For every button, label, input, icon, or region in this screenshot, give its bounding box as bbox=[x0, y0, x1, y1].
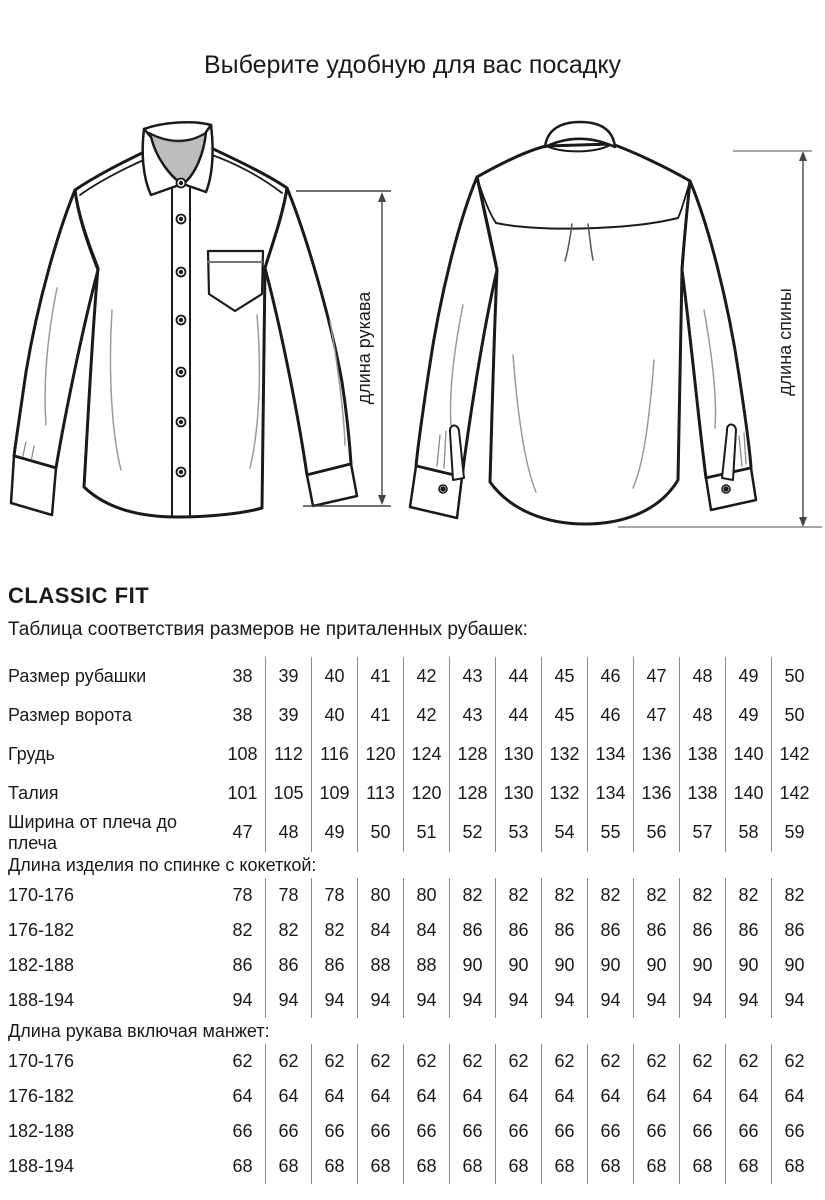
value-cell: 64 bbox=[679, 1079, 725, 1114]
value-cell: 66 bbox=[403, 1114, 449, 1149]
value-cell: 68 bbox=[771, 1149, 817, 1184]
value-cell: 64 bbox=[265, 1079, 311, 1114]
value-cell: 47 bbox=[633, 657, 679, 696]
group-heading: Длина рукава включая манжет: bbox=[8, 1020, 270, 1041]
value-cell: 68 bbox=[679, 1149, 725, 1184]
value-cell: 90 bbox=[725, 948, 771, 983]
value-cell: 66 bbox=[232, 1121, 253, 1141]
value-cell: 134 bbox=[587, 735, 633, 774]
value-cell: 49 bbox=[725, 696, 771, 735]
value-cell: 90 bbox=[679, 948, 725, 983]
table-row bbox=[8, 696, 817, 735]
back-length-label: длина спины bbox=[775, 288, 795, 396]
value-cell: 48 bbox=[679, 657, 725, 696]
row-label: Ширина от плеча до плеча bbox=[8, 811, 177, 853]
value-cell: 41 bbox=[357, 657, 403, 696]
row-label: 170-176 bbox=[8, 885, 75, 905]
value-cell: 132 bbox=[541, 735, 587, 774]
value-cell: 48 bbox=[679, 696, 725, 735]
value-cell: 58 bbox=[725, 813, 771, 852]
value-cell: 80 bbox=[357, 878, 403, 913]
shirt-diagram bbox=[0, 120, 825, 545]
value-cell: 86 bbox=[449, 913, 495, 948]
value-cell: 64 bbox=[357, 1079, 403, 1114]
table-row bbox=[8, 1114, 817, 1149]
value-cell: 39 bbox=[265, 696, 311, 735]
value-cell: 62 bbox=[357, 1044, 403, 1079]
value-cell: 62 bbox=[771, 1044, 817, 1079]
table-row bbox=[8, 813, 817, 852]
value-cell: 42 bbox=[403, 657, 449, 696]
value-cell: 84 bbox=[357, 913, 403, 948]
value-cell: 56 bbox=[633, 813, 679, 852]
value-cell: 64 bbox=[541, 1079, 587, 1114]
value-cell: 82 bbox=[633, 878, 679, 913]
value-cell: 138 bbox=[679, 735, 725, 774]
table-row bbox=[8, 878, 817, 913]
value-cell: 43 bbox=[449, 696, 495, 735]
value-cell: 82 bbox=[232, 920, 253, 940]
value-cell: 68 bbox=[265, 1149, 311, 1184]
value-cell: 62 bbox=[311, 1044, 357, 1079]
value-cell: 112 bbox=[265, 735, 311, 774]
value-cell: 62 bbox=[232, 1051, 253, 1071]
value-cell: 82 bbox=[265, 913, 311, 948]
value-cell: 38 bbox=[232, 666, 253, 686]
value-cell: 66 bbox=[771, 1114, 817, 1149]
value-cell: 68 bbox=[449, 1149, 495, 1184]
value-cell: 64 bbox=[587, 1079, 633, 1114]
value-cell: 62 bbox=[449, 1044, 495, 1079]
value-cell: 78 bbox=[232, 885, 253, 905]
value-cell: 68 bbox=[587, 1149, 633, 1184]
fit-heading: CLASSIC FIT bbox=[8, 583, 150, 608]
row-label: Грудь bbox=[8, 744, 55, 764]
value-cell: 78 bbox=[311, 878, 357, 913]
value-cell: 94 bbox=[403, 983, 449, 1018]
value-cell: 130 bbox=[495, 735, 541, 774]
value-cell: 62 bbox=[495, 1044, 541, 1079]
value-cell: 109 bbox=[311, 774, 357, 813]
table-row bbox=[8, 774, 817, 813]
value-cell: 128 bbox=[449, 735, 495, 774]
shirt-back-drawing bbox=[410, 122, 756, 524]
value-cell: 80 bbox=[403, 878, 449, 913]
value-cell: 66 bbox=[311, 1114, 357, 1149]
value-cell: 142 bbox=[771, 735, 817, 774]
value-cell: 68 bbox=[232, 1156, 253, 1176]
value-cell: 82 bbox=[541, 878, 587, 913]
value-cell: 68 bbox=[725, 1149, 771, 1184]
value-cell: 68 bbox=[495, 1149, 541, 1184]
value-cell: 82 bbox=[771, 878, 817, 913]
value-cell: 62 bbox=[587, 1044, 633, 1079]
value-cell: 88 bbox=[403, 948, 449, 983]
value-cell: 66 bbox=[541, 1114, 587, 1149]
value-cell: 64 bbox=[725, 1079, 771, 1114]
table-row bbox=[8, 948, 817, 983]
shirt-front-drawing bbox=[11, 122, 357, 517]
value-cell: 66 bbox=[587, 1114, 633, 1149]
row-label: 188-194 bbox=[8, 990, 75, 1010]
row-label: Размер ворота bbox=[8, 705, 132, 725]
row-label: Талия bbox=[8, 783, 59, 803]
value-cell: 66 bbox=[495, 1114, 541, 1149]
table-row bbox=[8, 913, 817, 948]
row-label: 170-176 bbox=[8, 1051, 75, 1071]
group-heading: Длина изделия по спинке с кокеткой: bbox=[8, 854, 317, 875]
value-cell: 94 bbox=[311, 983, 357, 1018]
value-cell: 84 bbox=[403, 913, 449, 948]
value-cell: 86 bbox=[541, 913, 587, 948]
table-row bbox=[8, 735, 817, 774]
value-cell: 94 bbox=[449, 983, 495, 1018]
table-row bbox=[8, 657, 817, 696]
value-cell: 49 bbox=[725, 657, 771, 696]
value-cell: 68 bbox=[311, 1149, 357, 1184]
value-cell: 94 bbox=[265, 983, 311, 1018]
value-cell: 82 bbox=[449, 878, 495, 913]
value-cell: 94 bbox=[357, 983, 403, 1018]
value-cell: 134 bbox=[587, 774, 633, 813]
value-cell: 142 bbox=[771, 774, 817, 813]
value-cell: 94 bbox=[679, 983, 725, 1018]
value-cell: 82 bbox=[679, 878, 725, 913]
value-cell: 68 bbox=[403, 1149, 449, 1184]
value-cell: 47 bbox=[633, 696, 679, 735]
value-cell: 50 bbox=[771, 696, 817, 735]
value-cell: 94 bbox=[633, 983, 679, 1018]
row-label: 188-194 bbox=[8, 1156, 75, 1176]
value-cell: 45 bbox=[541, 657, 587, 696]
value-cell: 86 bbox=[633, 913, 679, 948]
value-cell: 50 bbox=[357, 813, 403, 852]
value-cell: 120 bbox=[403, 774, 449, 813]
shirt-diagram-svg bbox=[0, 120, 825, 545]
value-cell: 59 bbox=[771, 813, 817, 852]
row-label: 176-182 bbox=[8, 920, 75, 940]
value-cell: 90 bbox=[449, 948, 495, 983]
value-cell: 86 bbox=[679, 913, 725, 948]
value-cell: 90 bbox=[771, 948, 817, 983]
value-cell: 90 bbox=[541, 948, 587, 983]
value-cell: 105 bbox=[265, 774, 311, 813]
value-cell: 136 bbox=[633, 774, 679, 813]
value-cell: 90 bbox=[587, 948, 633, 983]
value-cell: 113 bbox=[357, 774, 403, 813]
value-cell: 66 bbox=[633, 1114, 679, 1149]
value-cell: 64 bbox=[311, 1079, 357, 1114]
value-cell: 66 bbox=[357, 1114, 403, 1149]
value-cell: 44 bbox=[495, 696, 541, 735]
value-cell: 62 bbox=[541, 1044, 587, 1079]
value-cell: 82 bbox=[725, 878, 771, 913]
value-cell: 94 bbox=[725, 983, 771, 1018]
value-cell: 86 bbox=[232, 955, 253, 975]
value-cell: 68 bbox=[633, 1149, 679, 1184]
value-cell: 86 bbox=[265, 948, 311, 983]
value-cell: 82 bbox=[311, 913, 357, 948]
value-cell: 43 bbox=[449, 657, 495, 696]
value-cell: 44 bbox=[495, 657, 541, 696]
value-cell: 132 bbox=[541, 774, 587, 813]
table-row bbox=[8, 983, 817, 1018]
value-cell: 42 bbox=[403, 696, 449, 735]
value-cell: 86 bbox=[495, 913, 541, 948]
value-cell: 48 bbox=[265, 813, 311, 852]
value-cell: 46 bbox=[587, 696, 633, 735]
value-cell: 47 bbox=[232, 822, 253, 842]
value-cell: 78 bbox=[265, 878, 311, 913]
table-row bbox=[8, 1044, 817, 1079]
value-cell: 46 bbox=[587, 657, 633, 696]
value-cell: 50 bbox=[771, 657, 817, 696]
value-cell: 40 bbox=[311, 657, 357, 696]
value-cell: 62 bbox=[403, 1044, 449, 1079]
value-cell: 140 bbox=[725, 735, 771, 774]
table-row bbox=[8, 1079, 817, 1114]
value-cell: 82 bbox=[587, 878, 633, 913]
sleeve-length-label: длина рукава bbox=[354, 291, 374, 405]
value-cell: 64 bbox=[449, 1079, 495, 1114]
value-cell: 94 bbox=[232, 990, 253, 1010]
value-cell: 62 bbox=[633, 1044, 679, 1079]
row-label: Размер рубашки bbox=[8, 666, 147, 686]
value-cell: 86 bbox=[725, 913, 771, 948]
value-cell: 86 bbox=[587, 913, 633, 948]
value-cell: 108 bbox=[227, 744, 258, 764]
value-cell: 54 bbox=[541, 813, 587, 852]
value-cell: 86 bbox=[771, 913, 817, 948]
value-cell: 128 bbox=[449, 774, 495, 813]
value-cell: 94 bbox=[587, 983, 633, 1018]
size-table bbox=[8, 657, 817, 1184]
value-cell: 90 bbox=[495, 948, 541, 983]
value-cell: 94 bbox=[495, 983, 541, 1018]
value-cell: 140 bbox=[725, 774, 771, 813]
value-cell: 57 bbox=[679, 813, 725, 852]
value-cell: 52 bbox=[449, 813, 495, 852]
value-cell: 138 bbox=[679, 774, 725, 813]
value-cell: 116 bbox=[311, 735, 357, 774]
page-title: Выберите удобную для вас посадку bbox=[203, 51, 622, 79]
row-label: 176-182 bbox=[8, 1086, 75, 1106]
value-cell: 124 bbox=[403, 735, 449, 774]
value-cell: 39 bbox=[265, 657, 311, 696]
value-cell: 38 bbox=[232, 705, 253, 725]
value-cell: 40 bbox=[311, 696, 357, 735]
table-row bbox=[8, 1149, 817, 1184]
value-cell: 62 bbox=[679, 1044, 725, 1079]
value-cell: 49 bbox=[311, 813, 357, 852]
value-cell: 62 bbox=[265, 1044, 311, 1079]
value-cell: 64 bbox=[403, 1079, 449, 1114]
value-cell: 88 bbox=[357, 948, 403, 983]
value-cell: 55 bbox=[587, 813, 633, 852]
value-cell: 45 bbox=[541, 696, 587, 735]
value-cell: 101 bbox=[227, 783, 258, 803]
value-cell: 66 bbox=[725, 1114, 771, 1149]
value-cell: 66 bbox=[679, 1114, 725, 1149]
value-cell: 41 bbox=[357, 696, 403, 735]
fit-subheading: Таблица соответствия размеров не приталенных рубашек: bbox=[8, 619, 528, 640]
value-cell: 68 bbox=[357, 1149, 403, 1184]
value-cell: 68 bbox=[541, 1149, 587, 1184]
value-cell: 82 bbox=[495, 878, 541, 913]
value-cell: 53 bbox=[495, 813, 541, 852]
row-label: 182-188 bbox=[8, 1121, 75, 1141]
value-cell: 64 bbox=[232, 1086, 253, 1106]
value-cell: 90 bbox=[633, 948, 679, 983]
value-cell: 51 bbox=[403, 813, 449, 852]
value-cell: 94 bbox=[771, 983, 817, 1018]
row-label: 182-188 bbox=[8, 955, 75, 975]
value-cell: 66 bbox=[449, 1114, 495, 1149]
value-cell: 86 bbox=[311, 948, 357, 983]
value-cell: 64 bbox=[633, 1079, 679, 1114]
value-cell: 136 bbox=[633, 735, 679, 774]
value-cell: 94 bbox=[541, 983, 587, 1018]
value-cell: 64 bbox=[771, 1079, 817, 1114]
value-cell: 66 bbox=[265, 1114, 311, 1149]
value-cell: 130 bbox=[495, 774, 541, 813]
value-cell: 62 bbox=[725, 1044, 771, 1079]
value-cell: 64 bbox=[495, 1079, 541, 1114]
value-cell: 120 bbox=[357, 735, 403, 774]
